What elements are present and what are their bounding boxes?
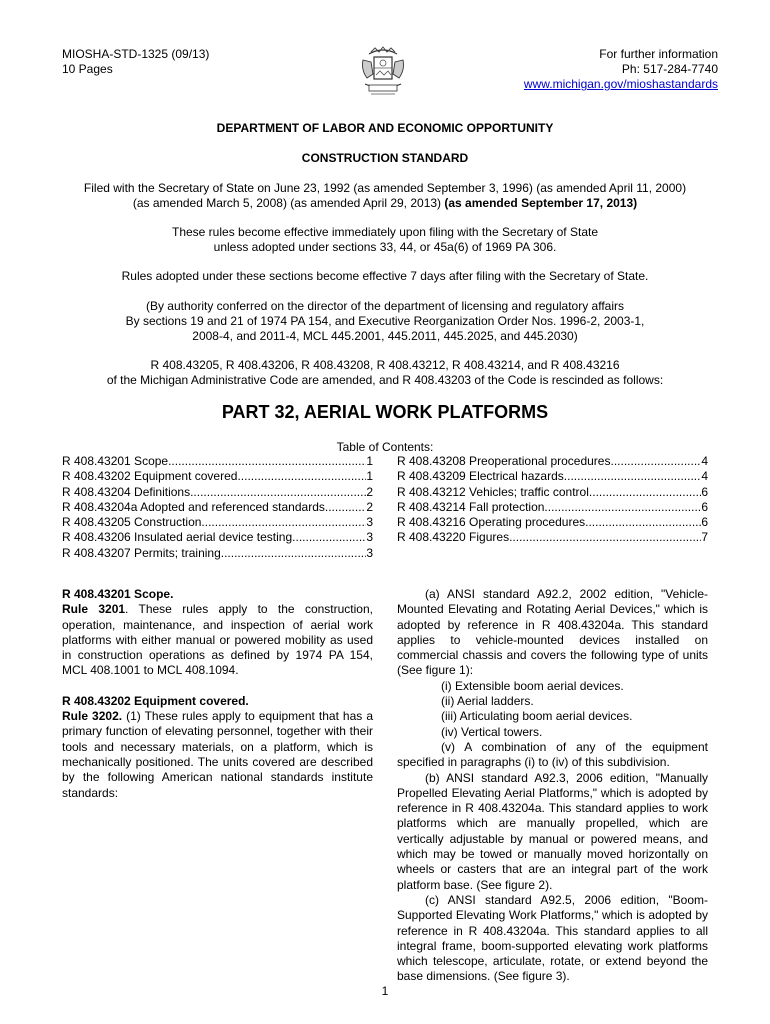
list-item: (iii) Articulating boom aerial devices. bbox=[441, 709, 633, 724]
toc-entry[interactable]: R 408.43205 Construction. ..... 3 bbox=[62, 515, 373, 530]
toc-entry[interactable]: R 408.43209 Electrical hazards. ..... 4 bbox=[397, 469, 708, 484]
filed-line-1: Filed with the Secretary of State on June 23, 1992 (as amended September 3, 1996) (as amended April 11, 2000) bbox=[83, 181, 687, 195]
latest-amendment: (as amended September 17, 2013) bbox=[444, 196, 638, 210]
amended-rules-statement: R 408.43205, R 408.43206, R 408.43208, R 408.43212, R 408.43214, and R 408.43216 of the Michigan Administrative Code are amended, and R 408.43203 of the Code is rescinded as follows: bbox=[106, 358, 664, 387]
michigan-state-seal-icon bbox=[355, 44, 411, 100]
toc-entry[interactable]: R 408.43202 Equipment covered. ..... 1 bbox=[62, 469, 373, 484]
phone-number: Ph: 517-284-7740 bbox=[621, 62, 718, 76]
toc-entry[interactable]: R 408.43216 Operating procedures. ..... 6 bbox=[397, 515, 708, 530]
page-number: 1 bbox=[381, 984, 389, 998]
toc-title: Table of Contents: bbox=[336, 440, 434, 454]
toc-entry[interactable]: R 408.43201 Scope. ..... 1 bbox=[62, 454, 373, 469]
doc-id: MIOSHA-STD-1325 (09/13) bbox=[62, 47, 210, 61]
authority-statement: (By authority conferred on the director of the department of licensing and regulatory affairs By sections 19 and 21 of 1974 PA 154, and Executive Reorganization Order Nos. 1996-2, 2003-1, 2008-4, and 2011-4, MCL 445.2001, 445.2011, 445.2025, and 445.2030) bbox=[125, 299, 645, 343]
standard-title: CONSTRUCTION STANDARD bbox=[301, 151, 469, 165]
list-item: (i) Extensible boom aerial devices. bbox=[441, 678, 624, 693]
toc-entry[interactable]: R 408.43206 Insulated aerial device testing ..... 3 bbox=[62, 530, 373, 545]
standards-link[interactable]: www.michigan.gov/mioshastandards bbox=[523, 77, 718, 91]
filed-line-2: (as amended March 5, 2008) (as amended April 29, 2013) (as amended September 17, 2013) bbox=[132, 196, 638, 210]
body-right-column bbox=[397, 587, 708, 985]
list-item: (v) A combination of any of the equipment specified in paragraphs (i) to (iv) of this subdivision. bbox=[397, 739, 708, 770]
list-item: (ii) Aerial ladders. bbox=[441, 694, 534, 709]
toc-entry[interactable]: R 408.43212 Vehicles; traffic control ..... 6 bbox=[397, 485, 708, 500]
header-left bbox=[62, 47, 209, 77]
rule-3202-paragraph: Rule 3202. (1) These rules apply to equipment that has a primary function of elevating personnel, together with their tools and necessary materials, on a platform, which is mechanically positioned. The units covered are described by the following American national standards institute standards: bbox=[62, 709, 373, 800]
toc-entry[interactable]: R 408.43207 Permits; training. ..... 3 bbox=[62, 546, 373, 561]
list-item: (iv) Vertical towers. bbox=[441, 724, 543, 739]
toc-right-column bbox=[397, 454, 708, 546]
scope-heading: R 408.43201 Scope. bbox=[62, 587, 174, 601]
body-left-column bbox=[62, 587, 373, 801]
toc-entry[interactable]: R 408.43208 Preoperational procedures. ..... 4 bbox=[397, 454, 708, 469]
equipment-heading: R 408.43202 Equipment covered. bbox=[62, 693, 249, 708]
subdivision-b: (b) ANSI standard A92.3, 2006 edition, "Manually Propelled Elevating Aerial Platforms," which is adopted by reference in R 408.43204a. This standard applies to work platforms which are manually propelled, which are vertically adjustable by manual or powered means, and which may be towed or manually moved horizontally on wheels or casters that are an integral part of the work platform base. (See figure 2). bbox=[397, 770, 708, 892]
part-title: PART 32, AERIAL WORK PLATFORMS bbox=[221, 402, 549, 422]
toc-entry[interactable]: R 408.43204 Definitions. ..... 2 bbox=[62, 485, 373, 500]
rule-3201-paragraph: Rule 3201. These rules apply to the construction, operation, maintenance, and inspection of aerial work platforms with either manual or powered mobility as used in construction operations as defined by 1974 PA 154, MCL 408.1001 to MCL 408.1094. bbox=[62, 602, 373, 678]
toc-entry[interactable]: R 408.43204a Adopted and referenced standards ..... 2 bbox=[62, 500, 373, 515]
page-count: 10 Pages bbox=[62, 62, 113, 76]
subdivision-c: (c) ANSI standard A92.5, 2006 edition, "Boom-Supported Elevating Work Platforms," which is adopted by reference in R 408.43204a. This standard applies to all integral frame, boom-supported elevating work platforms which telescope, articulate, rotate, or extend beyond the base dimensions. (See figure 3). bbox=[397, 892, 708, 984]
header-right bbox=[524, 47, 718, 92]
toc-left-column bbox=[62, 454, 373, 561]
info-label: For further information bbox=[599, 47, 718, 61]
toc-entry[interactable]: R 408.43214 Fall protection. ..... 6 bbox=[397, 500, 708, 515]
filing-history bbox=[40, 181, 730, 211]
effective-statement: These rules become effective immediately upon filing with the Secretary of State unless adopted under sections 33, 44, or 45a(6) of 1969 PA 306. bbox=[172, 225, 598, 254]
toc-entry[interactable]: R 408.43220 Figures. ..... 7 bbox=[397, 530, 708, 545]
rules-adopted-statement: Rules adopted under these sections become effective 7 days after filing with the Secretary of State. bbox=[121, 269, 649, 283]
subdivision-a: (a) ANSI standard A92.2, 2002 edition, "Vehicle-Mounted Elevating and Rotating Aerial Devices," which is adopted by reference in R 408.43204a. This standard applies to vehicle-mounted devices installed on commercial chassis and covers the following type of units (See figure 1): bbox=[397, 587, 708, 678]
department-title: DEPARTMENT OF LABOR AND ECONOMIC OPPORTUNITY bbox=[216, 121, 554, 135]
